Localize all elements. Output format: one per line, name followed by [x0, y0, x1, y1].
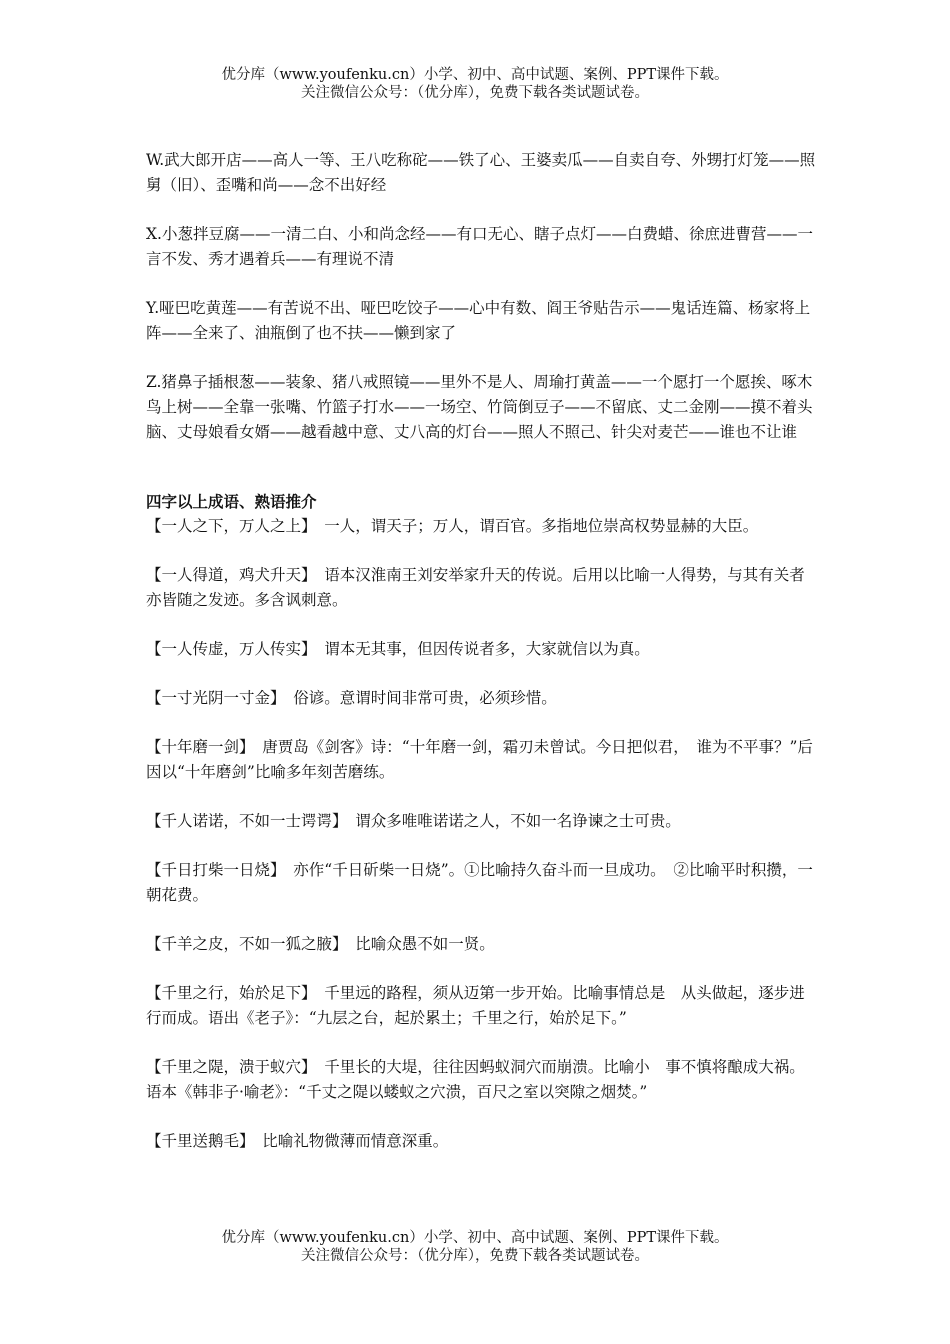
idiom-entry — [146, 1129, 816, 1154]
idiom-entry — [146, 686, 816, 711]
idiom-term: 【一人之下，万人之上】 — [146, 517, 309, 535]
idiom-desc: 比喻礼物微薄而情意深重。 — [262, 1132, 449, 1150]
page-footer — [0, 1229, 950, 1265]
idiom-entry — [146, 981, 816, 1031]
footer-line-1: 优分库（www.youfenku.cn）小学、初中、高中试题、案例、PPT课件下载。 — [221, 1230, 729, 1246]
idiom-term: 【一人传虚，万人传实】 — [146, 640, 309, 658]
idiom-term: 【千里之隄，溃于蚁穴】 — [146, 1058, 309, 1076]
page-header — [0, 66, 950, 102]
idiom-term: 【千里送鹅毛】 — [146, 1132, 247, 1150]
xiehouyu-paragraph-x: X.小葱拌豆腐——一清二白、小和尚念经——有口无心、瞎子点灯——白费蜡、徐庶进曹营——一言不发、秀才遇着兵——有理说不清 — [146, 225, 813, 268]
idiom-desc: 亦作“千日斫柴一日烧”。①比喻持久奋斗而一旦成功。 ②比喻平时积攒，一朝花费。 — [146, 861, 813, 904]
idiom-term: 【千羊之皮，不如一狐之腋】 — [146, 935, 340, 953]
xiehouyu-paragraph-z: Z.猪鼻子插根葱——装象、猪八戒照镜——里外不是人、周瑜打黄盖——一个愿打一个愿挨、啄木鸟上树——全靠一张嘴、竹篮子打水——一场空、竹筒倒豆子——不留底、丈二金刚——摸不着头脑、丈母娘看女婿——越看越中意、丈八高的灯台——照人不照己、针尖对麦芒——谁也不让谁 — [146, 373, 813, 441]
idiom-desc: 比喻众愚不如一贤。 — [355, 935, 495, 953]
xiehouyu-paragraph-w: W.武大郎开店——高人一等、王八吃称砣——铁了心、王婆卖瓜——自卖自夸、外甥打灯笼——照舅（旧）、歪嘴和尚——念不出好经 — [146, 151, 816, 194]
document-body — [146, 148, 816, 1154]
idiom-desc: 唐贾岛《剑客》诗：“十年磨一剑，霜刃未曾试。今日把似君， 谁为不平事？”后因以“十年磨剑”比喻多年刻苦磨练。 — [146, 738, 813, 781]
idiom-entry — [146, 932, 816, 957]
idiom-entry — [146, 637, 816, 662]
idiom-entry — [146, 1055, 816, 1105]
idiom-term: 【千日打柴一日烧】 — [146, 861, 278, 879]
idiom-desc: 谓本无其事，但因传说者多，大家就信以为真。 — [324, 640, 650, 658]
header-line-2: 关注微信公众号：（优分库），免费下载各类试题试卷。 — [301, 85, 649, 101]
idiom-term: 【一人得道，鸡犬升天】 — [146, 566, 309, 584]
idiom-desc: 千里长的大堤，往往因蚂蚁洞穴而崩溃。比喻小 事不慎将酿成大祸。语本《韩非子·喻老》：“千丈之隄以蝼蚁之穴溃，百尺之室以突隙之烟焚。” — [146, 1058, 805, 1101]
idiom-entry — [146, 563, 816, 613]
header-line-1: 优分库（www.youfenku.cn）小学、初中、高中试题、案例、PPT课件下载。 — [221, 67, 729, 83]
section-gap — [146, 445, 816, 489]
xiehouyu-paragraph-y: Y.哑巴吃黄莲——有苦说不出、哑巴吃饺子——心中有数、阎王爷贴告示——鬼话连篇、杨家将上阵——全来了、油瓶倒了也不扶——懒到家了 — [146, 299, 811, 342]
footer-line-2: 关注微信公众号：（优分库），免费下载各类试题试卷。 — [301, 1248, 649, 1264]
section-title: 四字以上成语、熟语推介 — [146, 492, 317, 511]
idiom-desc: 千里远的路程，须从迈第一步开始。比喻事情总是 从头做起，逐步进行而成。语出《老子》：“九层之台，起於累土；千里之行，始於足下。” — [146, 984, 805, 1027]
idiom-term: 【千人诺诺，不如一士谔谔】 — [146, 812, 340, 830]
idiom-term: 【千里之行，始於足下】 — [146, 984, 309, 1002]
idiom-desc: 语本汉淮南王刘安举家升天的传说。后用以比喻一人得势，与其有关者亦皆随之发迹。多含讽刺意。 — [146, 566, 805, 609]
idiom-entry — [146, 514, 816, 539]
idiom-term: 【一寸光阴一寸金】 — [146, 689, 278, 707]
idiom-entry — [146, 809, 816, 834]
idiom-entry — [146, 735, 816, 785]
idiom-desc: 俗谚。意谓时间非常可贵，必须珍惜。 — [293, 689, 557, 707]
idiom-entry — [146, 858, 816, 908]
idiom-term: 【十年磨一剑】 — [146, 738, 247, 756]
idiom-desc: 谓众多唯唯诺诺之人，不如一名诤谏之士可贵。 — [355, 812, 681, 830]
idiom-desc: 一人，谓天子；万人，谓百官。多指地位崇高权势显赫的大臣。 — [324, 517, 759, 535]
